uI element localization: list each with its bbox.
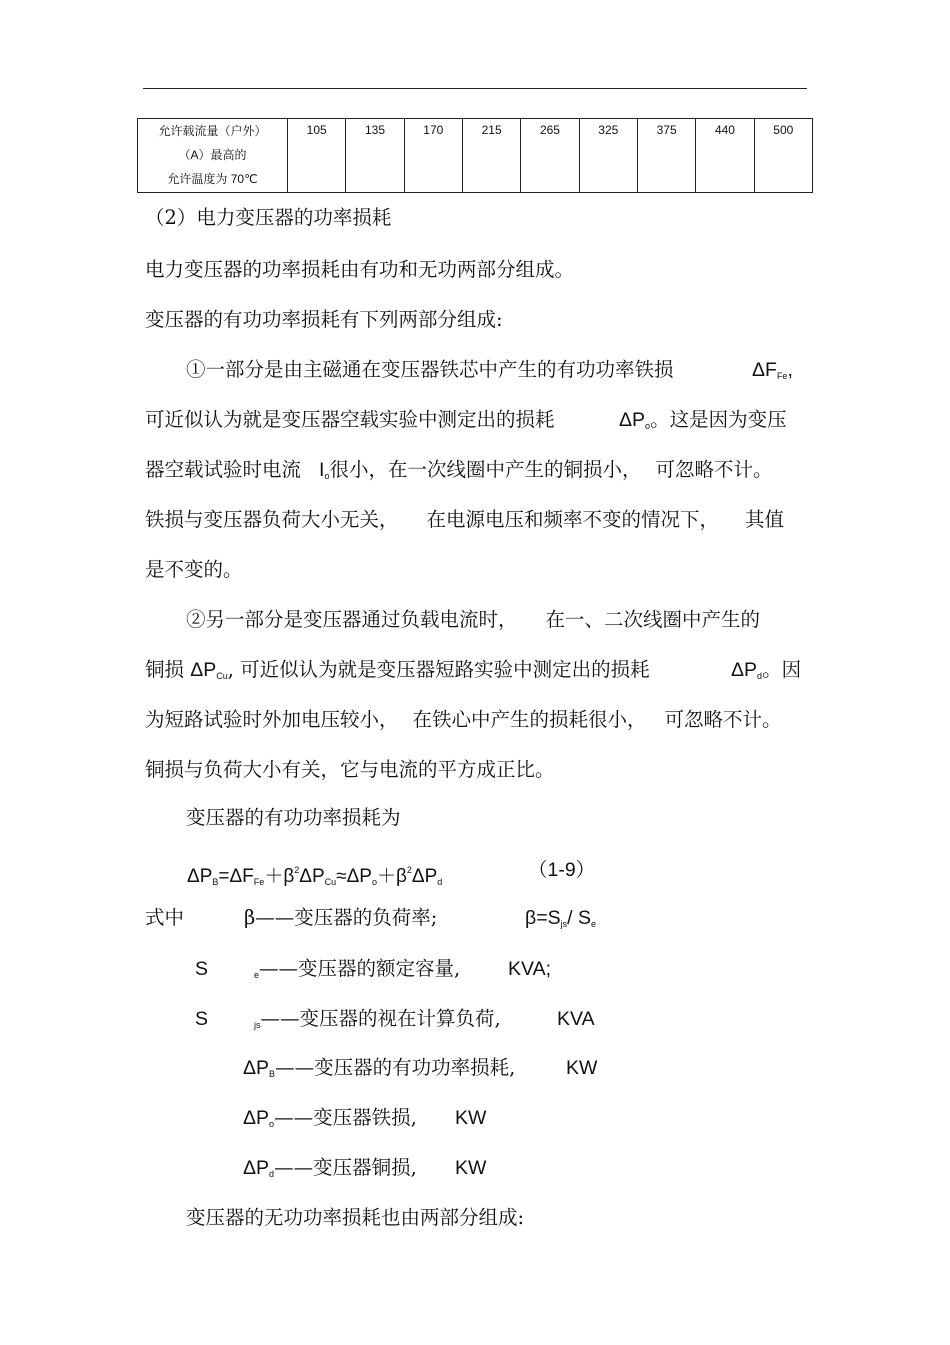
table-cell: 170 [404, 119, 462, 193]
table-cell: 375 [637, 119, 695, 193]
formula-label: （1-9） [528, 859, 596, 881]
table-cell: 135 [346, 119, 404, 193]
header-line-1: 允许载流量（户外） [158, 124, 267, 138]
table-cell: 440 [696, 119, 754, 193]
sjs-definition: $_{js}$——变压器的视在计算负荷, [254, 1007, 501, 1030]
para2-line3: 为短路试验时外加电压较小， 在铁心中产生的损耗很小， 可忽略不计。 [145, 708, 782, 731]
pb-definition: $\Delta P_B——$变压器的有功功率损耗, [243, 1056, 516, 1079]
formula-intro: 变压器的有功功率损耗为 [186, 806, 401, 829]
para1-line2-end: $\Delta P_o$。这是因为变压 [619, 408, 787, 431]
header-line-2: （A）最高的 [178, 148, 247, 162]
beta-equation: $\beta=S_{js}/$ $S_e$ [525, 907, 596, 929]
se-unit: KVA; [508, 958, 551, 980]
se-symbol: S [195, 958, 209, 980]
header-rule [143, 88, 807, 89]
table-cell: 215 [462, 119, 520, 193]
beta-definition: β——变压器的负荷率; [244, 906, 438, 929]
section-heading: （2）电力变压器的功率损耗 [145, 206, 392, 229]
para1-line2: 可近似认为就是变压器空载实验中测定出的损耗 [145, 408, 555, 431]
table-cell: 105 [288, 119, 346, 193]
table-cell: 325 [579, 119, 637, 193]
intro-line-2: 变压器的有功功率损耗有下列两部分组成: [145, 308, 503, 331]
table-cell: 265 [521, 119, 579, 193]
para1-line1 [186, 357, 674, 383]
no-load-loss-symbol: ΔP [619, 409, 646, 431]
intro-line-1: 电力变压器的功率损耗由有功和无功两部分组成。 [145, 258, 575, 281]
pd-unit: KW [455, 1157, 487, 1179]
sjs-symbol: S [195, 1008, 209, 1030]
para1-line1-text: ①一部分是由主磁通在变压器铁芯中产生的有功功率铁损 [186, 358, 674, 381]
table-row [138, 119, 813, 193]
closing-line: 变压器的无功功率损耗也由两部分组成: [186, 1206, 525, 1229]
table-cell: 500 [754, 119, 812, 193]
para2-line1: ②另一部分是变压器通过负载电流时， 在一、二次线圈中产生的 [186, 608, 761, 631]
po-unit: KW [455, 1107, 487, 1129]
se-definition: $_e$——变压器的额定容量, [254, 957, 461, 980]
pb-unit: KW [566, 1057, 598, 1079]
sjs-unit: KVA [557, 1008, 595, 1030]
para2-line2: 铜损 $\Delta P_{Cu}$, 可近似认为就是变压器短路实验中测定出的损耗 [145, 658, 650, 681]
formula-1-9: $\Delta P_B=\Delta F_{Fe}+\beta^2\Delta P_{Cu}\approx\Delta P_o+\beta^2\Delta P_d$ [187, 865, 443, 887]
copper-loss-symbol: ΔP [190, 659, 217, 681]
para1-line5: 是不变的。 [145, 558, 243, 581]
definitions-label: 式中 [145, 906, 185, 929]
table-header-cell [138, 119, 288, 193]
para1-line4: 铁损与变压器负荷大小无关， 在电源电压和频率不变的情况下， 其值 [145, 508, 785, 531]
para2-line4: 铜损与负荷大小有关，它与电流的平方成正比。 [145, 758, 555, 781]
pd-definition: $\Delta P_d——$变压器铜损, [243, 1156, 417, 1179]
header-line-3: 允许温度为 70℃ [167, 172, 258, 186]
ampacity-table [137, 118, 813, 193]
para2-line2-end: $\Delta P_d$。因 [731, 658, 802, 681]
po-definition: $\Delta P_o——$变压器铁损, [243, 1106, 417, 1129]
para1-line3: 器空载试验时电流 $I_o$很小，在一次线圈中产生的铜损小， 可忽略不计。 [145, 458, 773, 481]
iron-loss-symbol: $\Delta F_{Fe}$, [752, 359, 793, 381]
